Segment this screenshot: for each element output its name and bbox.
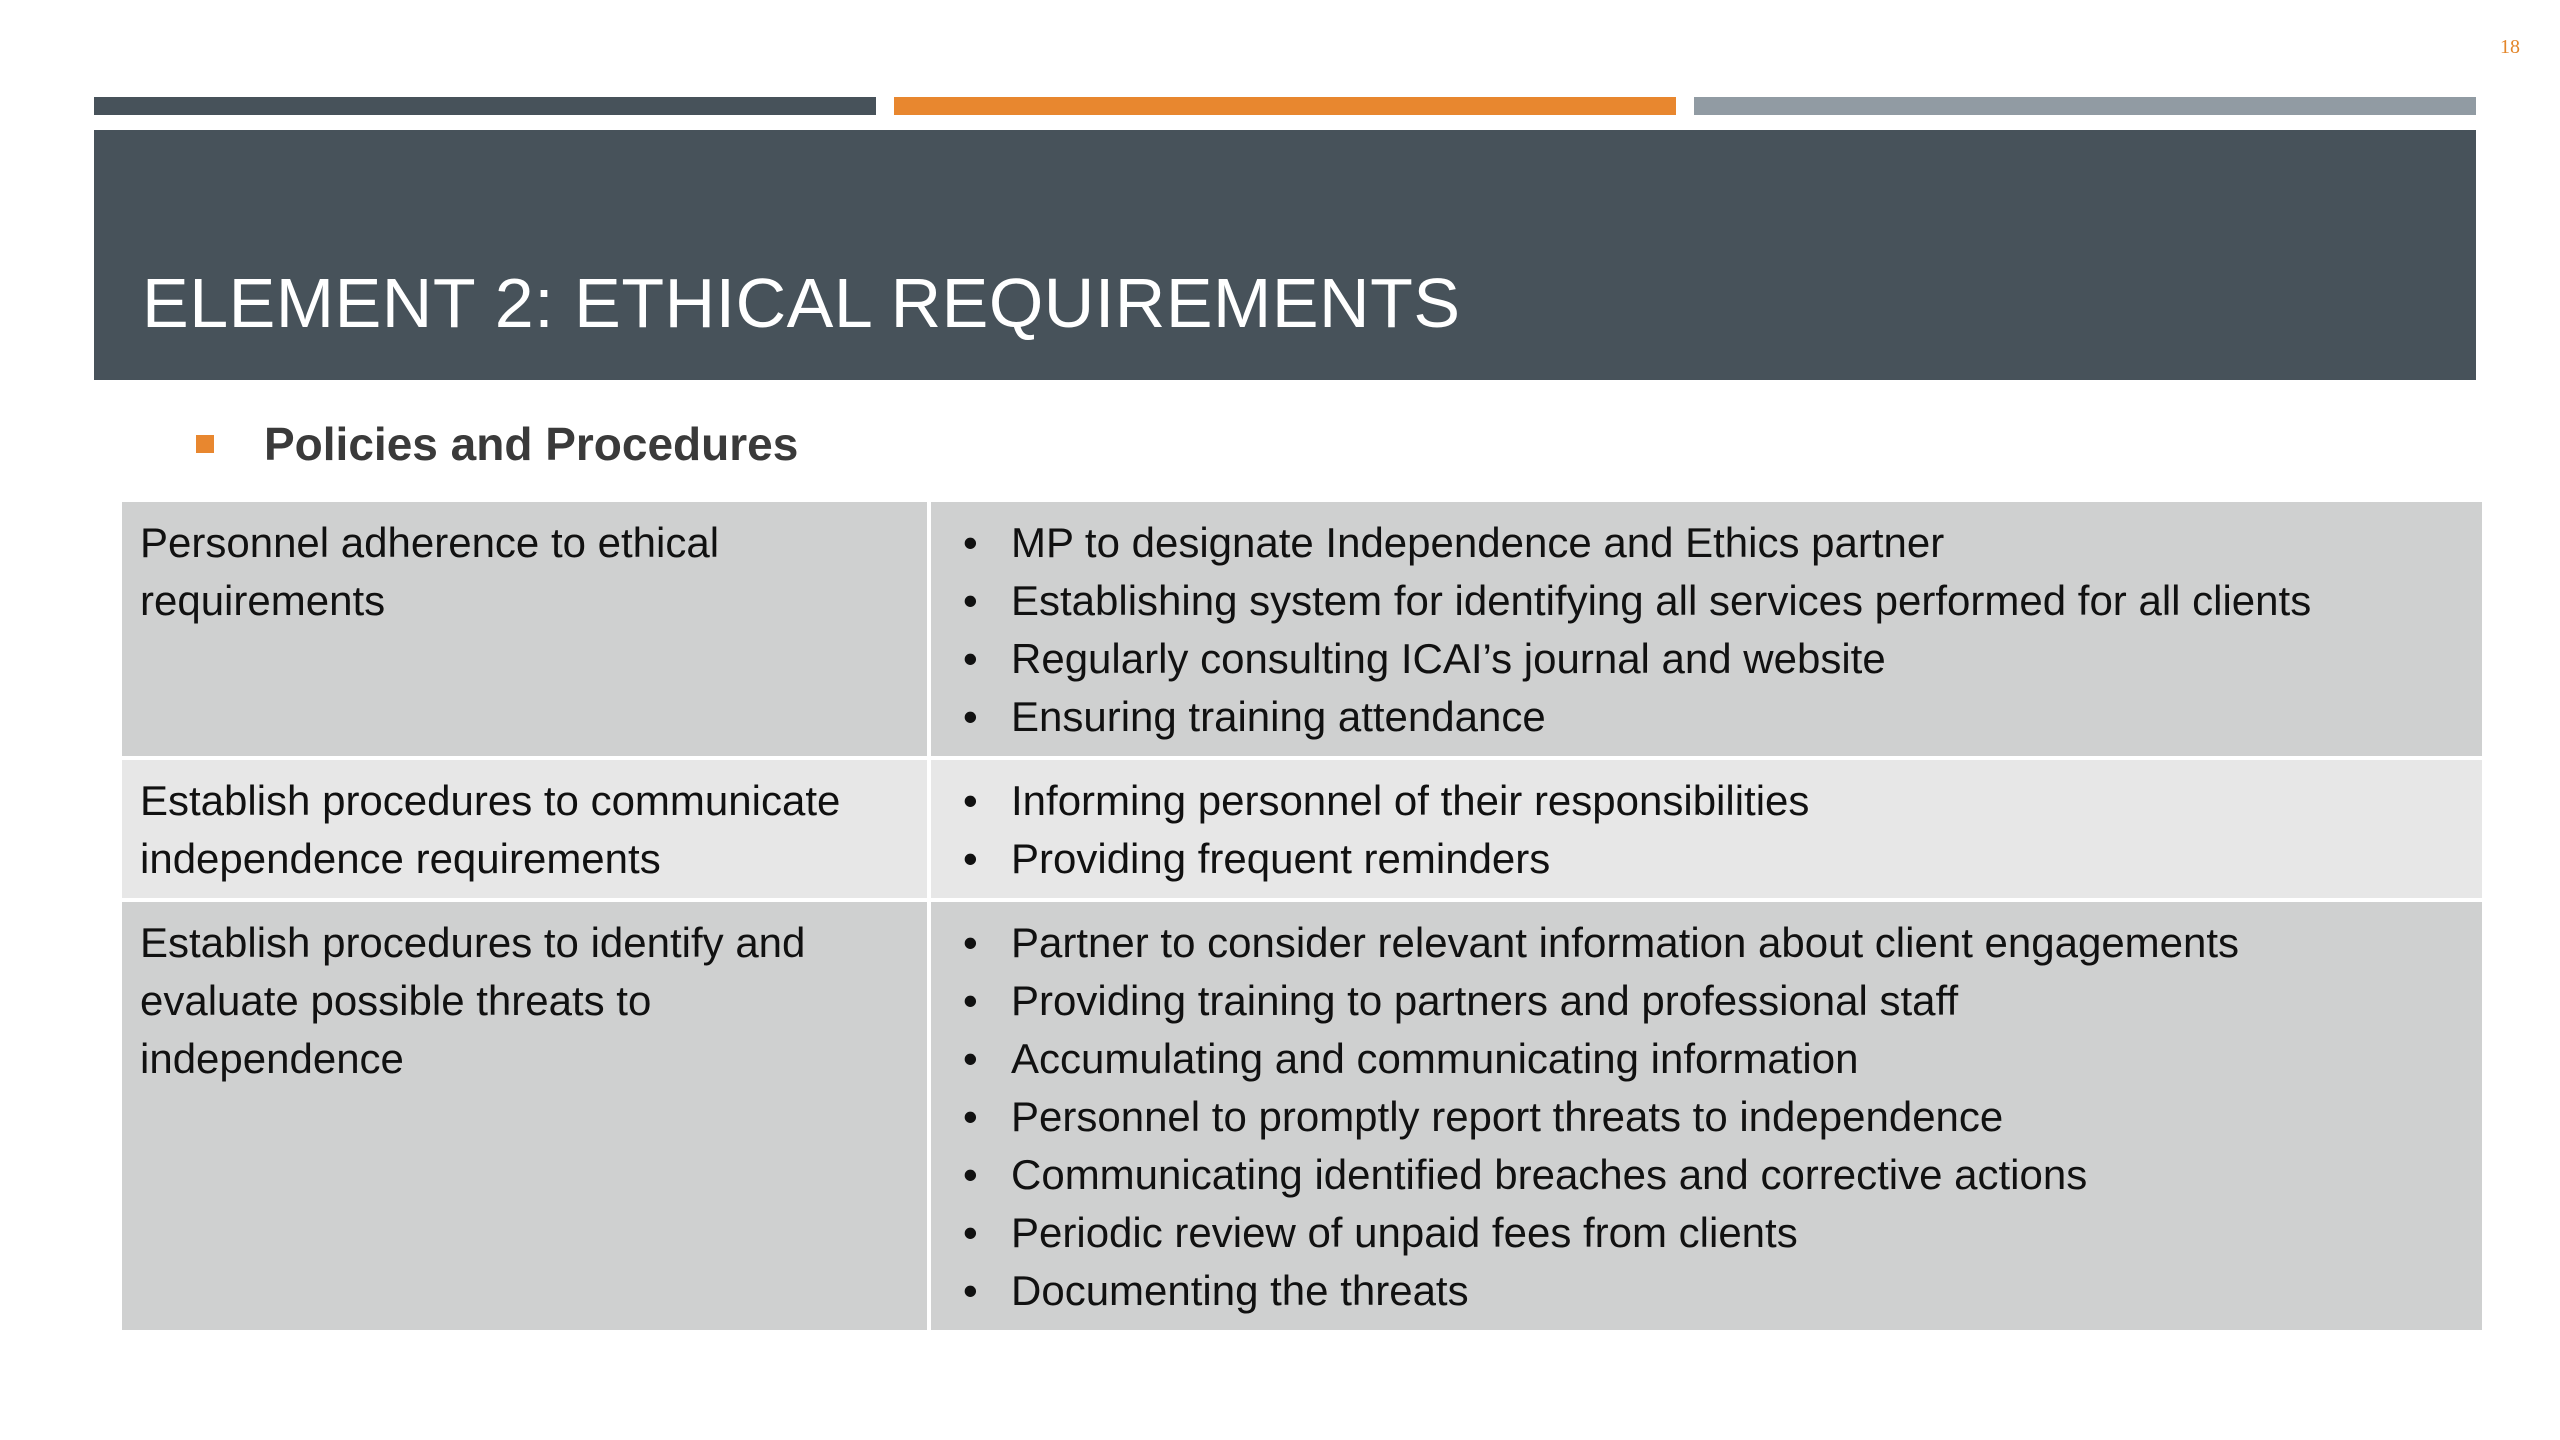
bullet-dot-icon: • [963,519,978,566]
list-item: • Providing frequent reminders [949,830,2464,888]
bullet-dot-icon: • [963,577,978,624]
row-items [929,758,2482,900]
bullet-dot-icon: • [963,1093,978,1140]
bullet-dot-icon: • [963,693,978,740]
bullet-dot-icon: • [963,1209,978,1256]
bullet-dot-icon: • [963,1267,978,1314]
list-item: • Communicating identified breaches and corrective actions [949,1146,2464,1204]
accent-bar-dark [94,97,876,115]
accent-bar-orange [894,97,1676,115]
list-item: • Periodic review of unpaid fees from clients [949,1204,2464,1262]
list-item: • Establishing system for identifying all services performed for all clients [949,572,2464,630]
list-item: • Regularly consulting ICAI’s journal and website [949,630,2464,688]
bullet-dot-icon: • [963,1035,978,1082]
bullet-dot-icon: • [963,977,978,1024]
row-label: Establish procedures to identify and evaluate possible threats to independence [122,900,929,1330]
list-item: • Informing personnel of their responsibilities [949,772,2464,830]
list-item: • Personnel to promptly report threats to independence [949,1088,2464,1146]
list-item: • Partner to consider relevant information about client engagements [949,914,2464,972]
bullet-dot-icon: • [963,777,978,824]
list-item: • Documenting the threats [949,1262,2464,1320]
list-item: • MP to designate Independence and Ethics partner [949,514,2464,572]
row-items [929,900,2482,1330]
accent-bar-gray [1694,97,2476,115]
subtitle-line [196,414,798,474]
title-band [94,130,2476,380]
bullet-dot-icon: • [963,919,978,966]
list-item: • Accumulating and communicating information [949,1030,2464,1088]
square-bullet-icon [196,435,214,453]
row-label: Establish procedures to communicate independence requirements [122,758,929,900]
slide-title: ELEMENT 2: ETHICAL REQUIREMENTS [142,264,1461,342]
bullet-dot-icon: • [963,635,978,682]
bullet-dot-icon: • [963,1151,978,1198]
bullet-list [949,514,2464,746]
list-item: • Ensuring training attendance [949,688,2464,746]
row-label: Personnel adherence to ethical requirements [122,502,929,758]
slide-number: 18 [2500,36,2520,58]
policy-table [122,502,2482,1330]
subtitle: Policies and Procedures [264,418,799,470]
bullet-list [949,914,2464,1320]
table-row [122,758,2482,900]
bullet-dot-icon: • [963,835,978,882]
table-row [122,900,2482,1330]
row-items [929,502,2482,758]
bullet-list [949,772,2464,888]
list-item: • Providing training to partners and professional staff [949,972,2464,1030]
table-row [122,502,2482,758]
